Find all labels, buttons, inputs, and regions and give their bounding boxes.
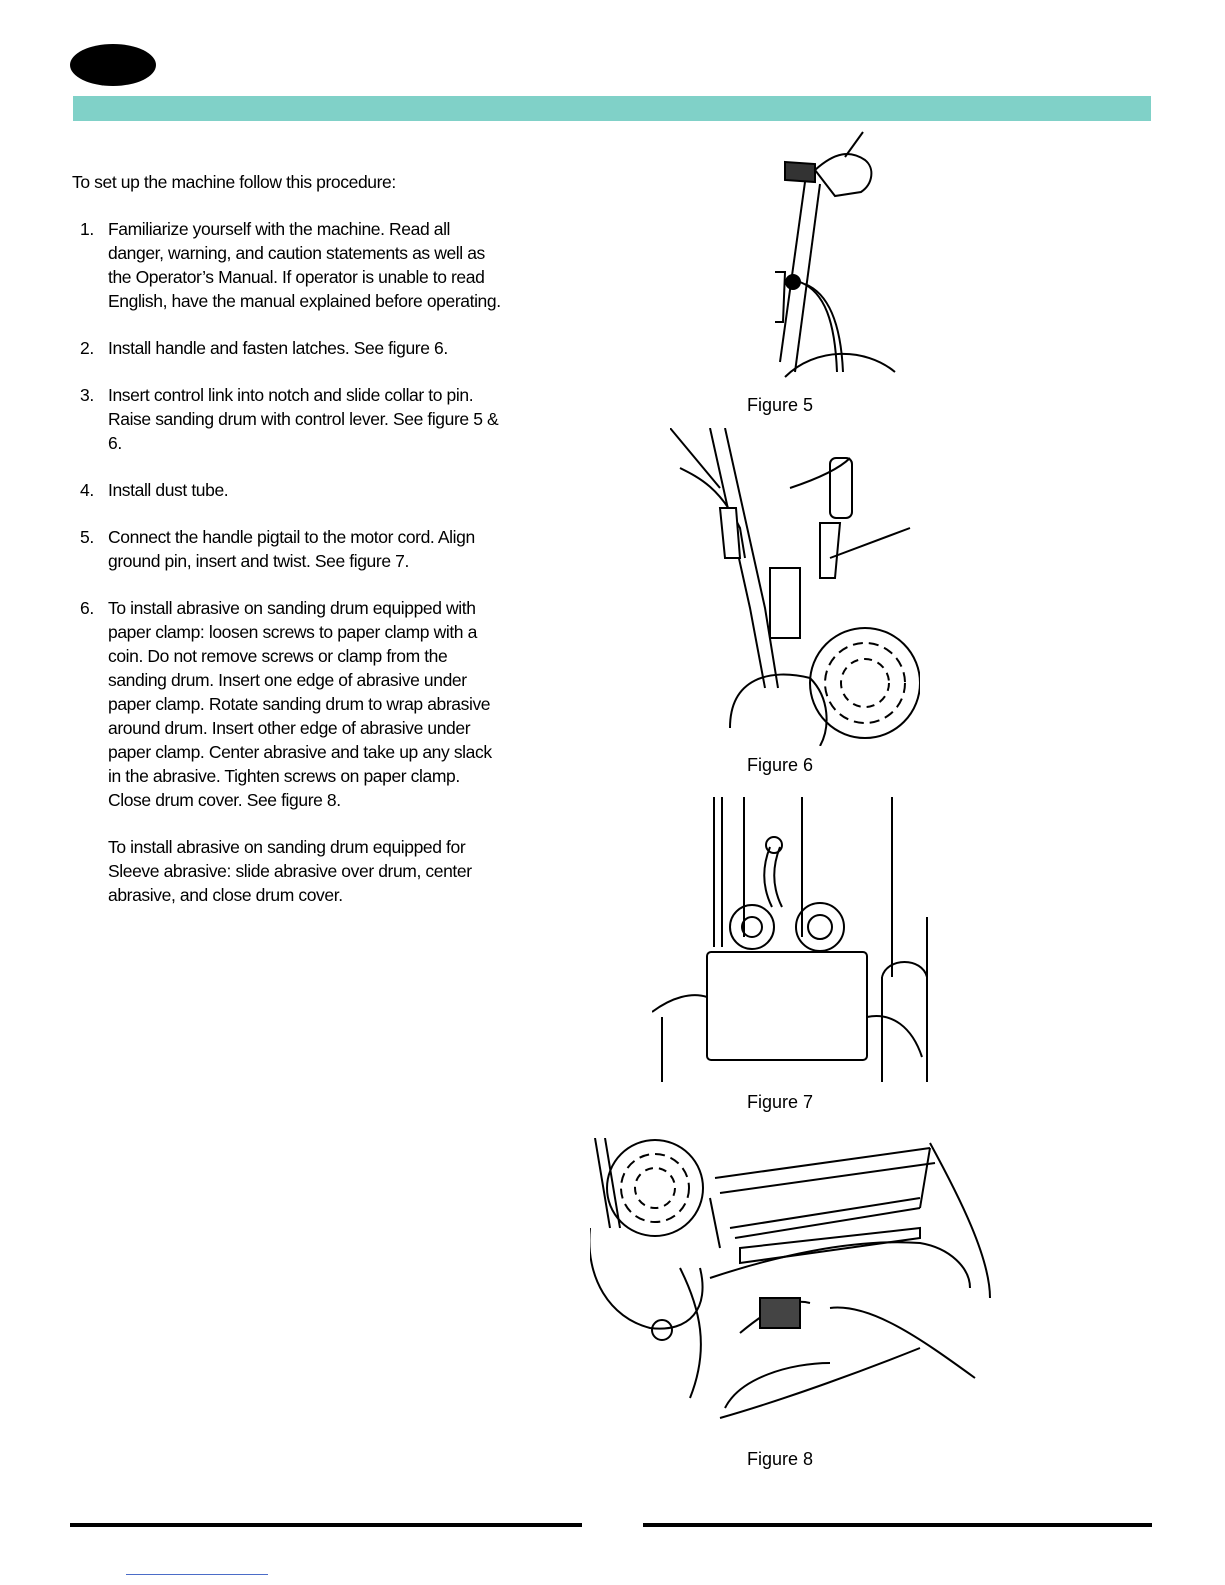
section-header-bar: [73, 96, 1151, 121]
step-text: Connect the handle pigtail to the motor cord. Align ground pin, insert and twist. See figure 7.: [108, 527, 475, 571]
step-text: Install handle and fasten latches. See figure 6.: [108, 338, 448, 358]
figure-7-illustration: [652, 797, 942, 1082]
figure-5-caption: Figure 5: [747, 395, 814, 415]
step-4: [72, 478, 502, 502]
step-text: Familiarize yourself with the machine. Read all danger, warning, and caution statements as well as the Operator’s Manual. If operator is unable to read English, have the manual explained before operating.: [108, 219, 501, 311]
step-6: [72, 596, 502, 907]
step-2: [72, 336, 502, 360]
step-number: 1.: [80, 219, 94, 239]
step-text: Install dust tube.: [108, 480, 229, 500]
step-number: 2.: [80, 338, 94, 358]
footer-rule-right: [643, 1523, 1152, 1527]
figure-8-caption: Figure 8: [747, 1449, 814, 1469]
footer-link-underline: [126, 1574, 268, 1575]
figure-8-illustration: [590, 1138, 1000, 1438]
step-text: Insert control link into notch and slide collar to pin. Raise sanding drum with control lever. See figure 5 & 6.: [108, 385, 499, 453]
step-text: To install abrasive on sanding drum equipped with paper clamp: loosen screws to paper clamp with a coin. Do not remove screws or clamp from the sanding drum. Insert one edge of abrasive under paper clamp. Rotate sanding drum to wrap abrasive around drum. Insert other edge of abrasive under paper clamp. Center abrasive and take up any slack in the abrasive. Tighten screws on paper clamp.: [108, 598, 492, 786]
step-number: 5.: [80, 527, 94, 547]
procedure-text: [72, 170, 502, 930]
page-number-badge: [70, 44, 156, 86]
figure-5-illustration: [775, 122, 905, 384]
intro-text: To set up the machine follow this procedure:: [72, 172, 396, 192]
steps-list: [72, 217, 502, 907]
step-text-sleeve: To install abrasive on sanding drum equipped for Sleeve abrasive: slide abrasive over drum, center abrasive, and close drum cover.: [108, 837, 472, 905]
step-number: 4.: [80, 480, 94, 500]
step-1: [72, 217, 502, 313]
step-number: 3.: [80, 385, 94, 405]
step-5: [72, 525, 502, 573]
step-text-close-cover: Close drum cover. See figure 8.: [108, 790, 341, 810]
figure-7-caption: Figure 7: [747, 1092, 814, 1112]
footer-rule-left: [70, 1523, 582, 1527]
step-number: 6.: [80, 598, 94, 618]
step-3: [72, 383, 502, 455]
figure-6-illustration: [670, 428, 920, 746]
figure-6-caption: Figure 6: [747, 755, 814, 775]
